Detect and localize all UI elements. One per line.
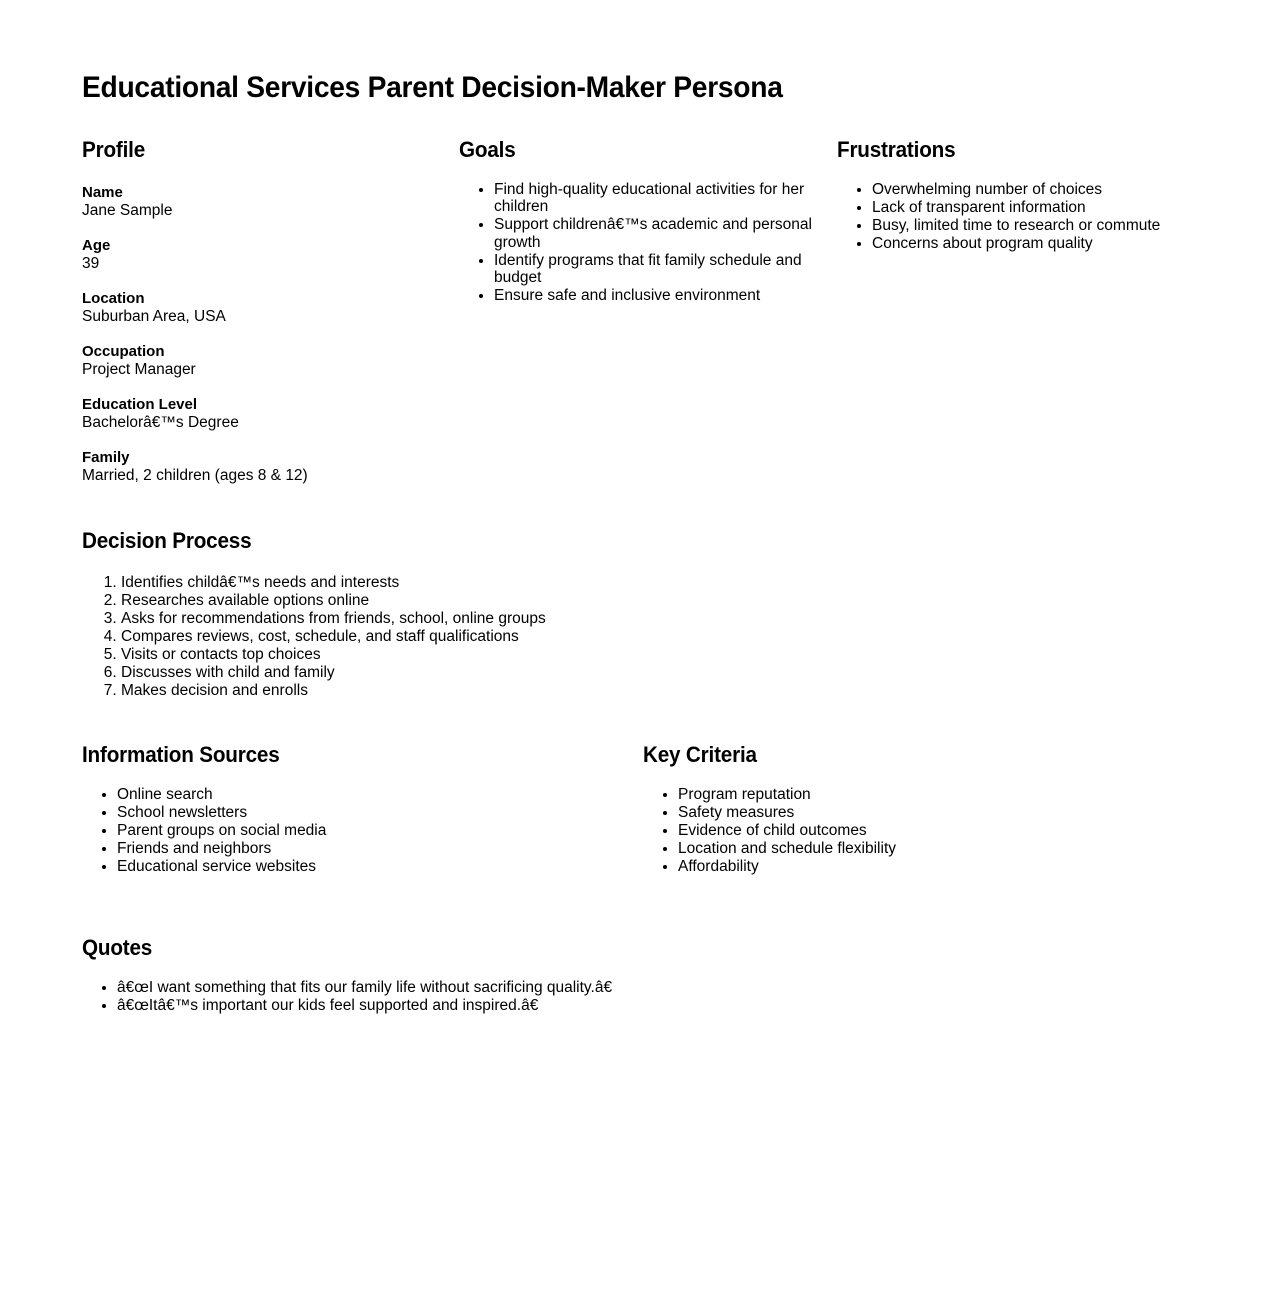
list-item: 7. Makes decision and enrolls: [121, 682, 782, 700]
field-label: Education Level: [82, 396, 198, 414]
goals-heading: Goals: [459, 137, 516, 163]
list-item: • Find high-quality educational activities for her children: [494, 181, 829, 216]
list-item: • School newsletters: [117, 804, 562, 822]
frustrations-list: [837, 181, 1217, 253]
field-label: Name: [82, 184, 123, 202]
field-value: Project Manager: [82, 361, 196, 379]
list-item: 5. Visits or contacts top choices: [121, 646, 782, 664]
list-item: 2. Researches available options online: [121, 592, 782, 610]
list-item: 4. Compares reviews, cost, schedule, and staff qualifications: [121, 628, 782, 646]
list-item: • Support childrenâ€™s academic and personal growth: [494, 216, 829, 251]
profile-field-age: [82, 237, 442, 273]
quotes-heading: Quotes: [82, 935, 153, 961]
field-label: Location: [82, 290, 145, 308]
profile-section: [82, 120, 442, 502]
list-item: • Parent groups on social media: [117, 822, 562, 840]
information-sources-list: [82, 786, 562, 876]
field-value: Jane Sample: [82, 202, 173, 220]
list-item: • Friends and neighbors: [117, 840, 562, 858]
list-item: • Affordability: [678, 858, 1123, 876]
list-item: • â€œItâ€™s important our kids feel supported and inspired.â€: [117, 997, 982, 1015]
list-item: • Location and schedule flexibility: [678, 840, 1123, 858]
profile-field-education-level: [82, 396, 442, 432]
frustrations-heading: Frustrations: [837, 137, 956, 163]
list-item: 3. Asks for recommendations from friends, school, online groups: [121, 610, 782, 628]
field-value: 39: [82, 255, 100, 273]
list-item: • Concerns about program quality: [872, 235, 1217, 253]
list-item: • â€œI want something that fits our family life without sacrificing quality.â€: [117, 979, 982, 997]
profile-field-list: [82, 184, 442, 485]
profile-field-occupation: [82, 343, 442, 379]
decision-process-section: [82, 511, 782, 700]
list-item: 1. Identifies childâ€™s needs and interests: [121, 574, 782, 592]
field-label: Family: [82, 449, 130, 467]
field-value: Suburban Area, USA: [82, 308, 226, 326]
list-item: • Program reputation: [678, 786, 1123, 804]
information-sources-section: [82, 725, 562, 876]
field-label: Age: [82, 237, 111, 255]
goals-section: [459, 120, 829, 305]
profile-field-name: [82, 184, 442, 220]
list-item: • Safety measures: [678, 804, 1123, 822]
list-item: • Ensure safe and inclusive environment: [494, 287, 829, 305]
list-item: • Overwhelming number of choices: [872, 181, 1217, 199]
list-item: • Lack of transparent information: [872, 199, 1217, 217]
list-item: 6. Discusses with child and family: [121, 664, 782, 682]
key-criteria-heading: Key Criteria: [643, 742, 757, 768]
field-label: Occupation: [82, 343, 165, 361]
list-item: • Online search: [117, 786, 562, 804]
page-title: Educational Services Parent Decision-Maker Persona: [82, 71, 783, 105]
quotes-section: [82, 918, 982, 1016]
information-sources-heading: Information Sources: [82, 742, 280, 768]
frustrations-section: [837, 120, 1217, 253]
list-item: • Educational service websites: [117, 858, 562, 876]
list-item: • Busy, limited time to research or commute: [872, 217, 1217, 235]
quotes-list: [82, 979, 982, 1016]
goals-list: [459, 181, 829, 305]
field-value: Bachelorâ€™s Degree: [82, 414, 239, 432]
key-criteria-section: [643, 725, 1123, 876]
decision-process-heading: Decision Process: [82, 528, 252, 554]
list-item: • Evidence of child outcomes: [678, 822, 1123, 840]
profile-field-family: [82, 449, 442, 485]
profile-field-location: [82, 290, 442, 326]
key-criteria-list: [643, 786, 1123, 876]
list-item: • Identify programs that fit family schedule and budget: [494, 252, 829, 287]
decision-process-list: [82, 574, 782, 700]
field-value: Married, 2 children (ages 8 & 12): [82, 467, 308, 485]
profile-heading: Profile: [82, 137, 146, 163]
